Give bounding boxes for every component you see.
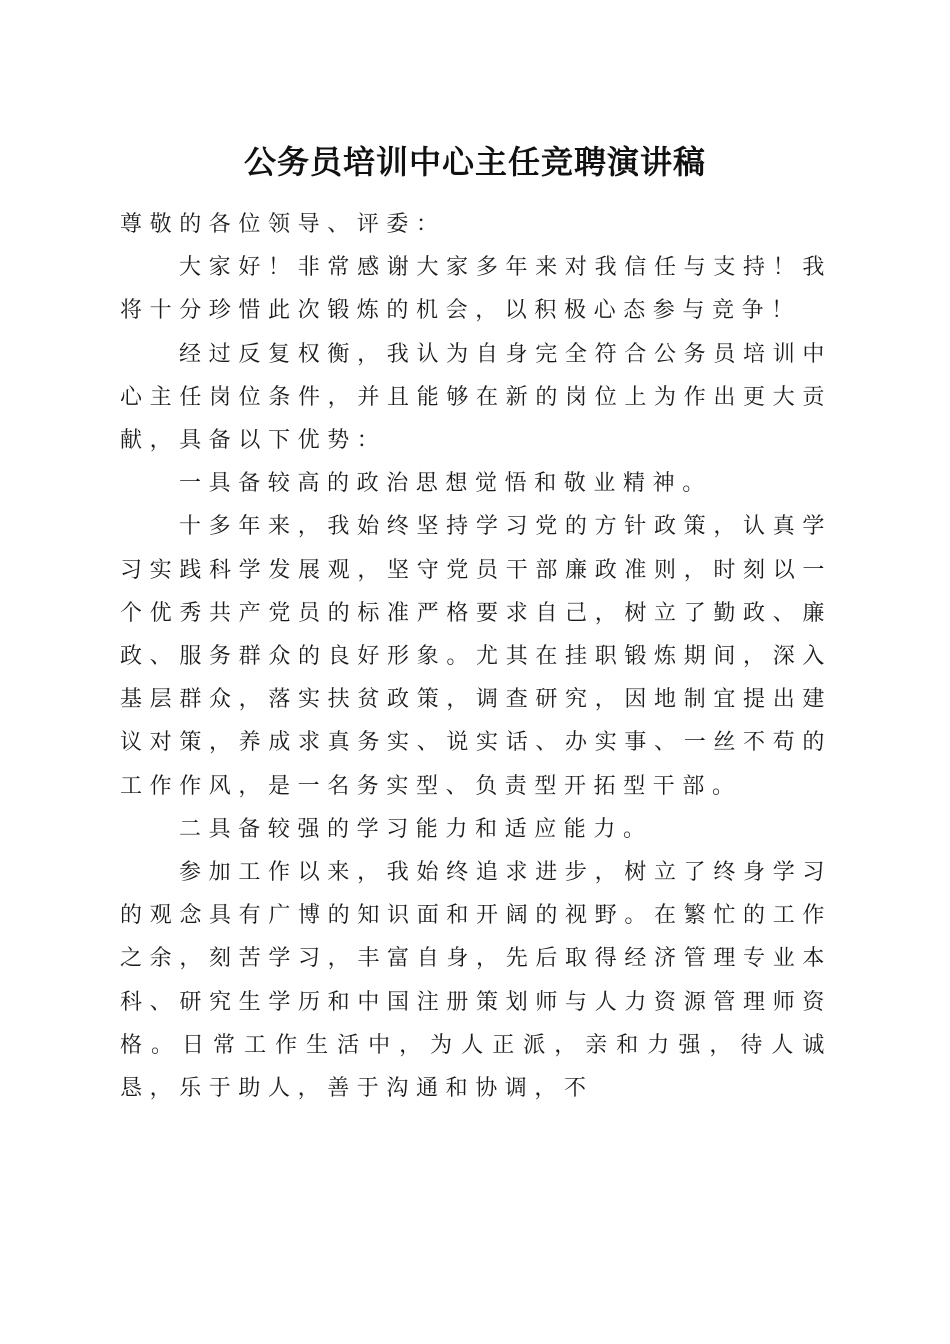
paragraph-greeting: 大家好！非常感谢大家多年来对我信任与支持！我将十分珍惜此次锻炼的机会，以积极心态参与竞争！ bbox=[120, 255, 832, 324]
paragraph-section-2: 参加工作以来，我始终追求进步，树立了终身学习的观念具有广博的知识面和开阔的视野。在繁忙的工作之余，刻苦学习，丰富自身，先后取得经济管理专业本科、研究生学历和中国注册策划师与人力资源管理师资格。日常工作生活中，为人正派，亲和力强，待人诚恳，乐于助人，善于沟通和协调，不 bbox=[120, 860, 832, 1102]
document-title: 公务员培训中心主任竞聘演讲稿 bbox=[243, 143, 706, 181]
document-body bbox=[120, 203, 832, 1110]
section-heading-1: 一具备较高的政治思想觉悟和敬业精神。 bbox=[179, 471, 712, 497]
paragraph-section-1: 十多年来，我始终坚持学习党的方针政策，认真学习实践科学发展观，坚守党员干部廉政准则，时刻以一个优秀共产党员的标准严格要求自己，树立了勤政、廉政、服务群众的良好形象。尤其在挂职锻炼期间，深入基层群众，落实扶贫政策，调查研究，因地制宜提出建议对策，养成求真务实、说实话、办实事、一丝不苟的工作作风，是一名务实型、负责型开拓型干部。 bbox=[120, 514, 832, 799]
paragraph-intro: 经过反复权衡，我认为自身完全符合公务员培训中心主任岗位条件，并且能够在新的岗位上为作出更大贡献，具备以下优势： bbox=[120, 341, 832, 454]
salutation: 尊敬的各位领导、评委： bbox=[120, 212, 446, 237]
section-heading-2: 二具备较强的学习能力和适应能力。 bbox=[179, 816, 653, 842]
